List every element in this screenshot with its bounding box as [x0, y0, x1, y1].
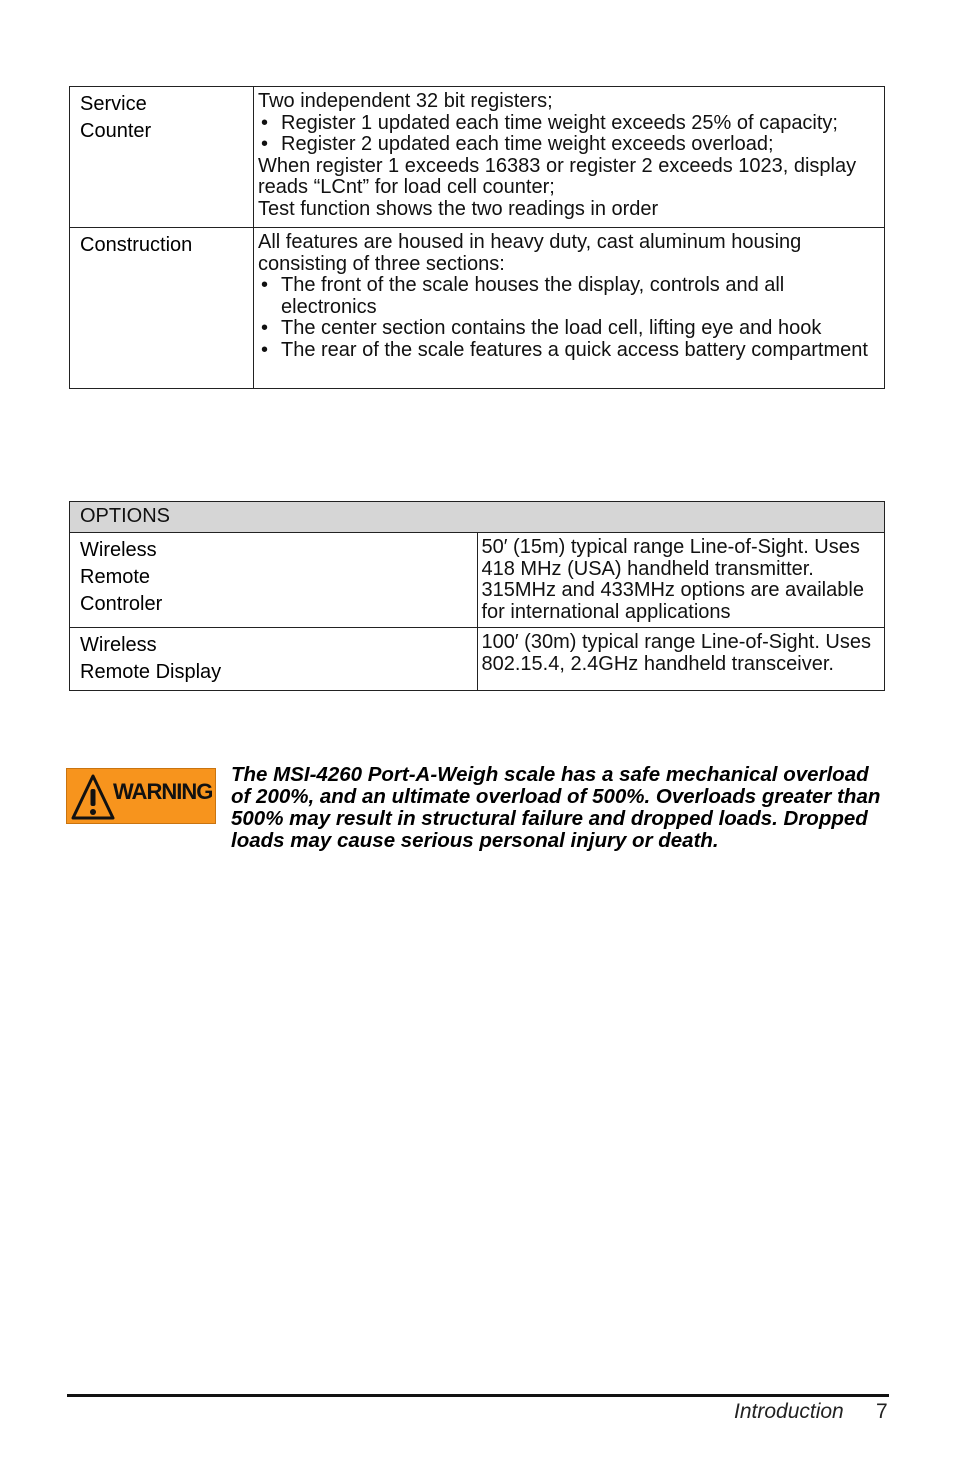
bullet-item: • The front of the scale houses the display, controls and all electronics [258, 275, 876, 318]
row-label [70, 228, 254, 389]
table-row [70, 87, 885, 228]
row-label-line: Construction [80, 234, 193, 256]
specifications-table [69, 86, 885, 389]
row-label [70, 87, 254, 228]
row-content [254, 228, 885, 389]
row-label-line: Counter [80, 120, 152, 142]
row-content: 50′ (15m) typical range Line-of-Sight. Uses 418 MHz (USA) handheld transmitter. 315MHz and 433MHz options are available for international applications [477, 533, 885, 628]
options-header: OPTIONS [70, 502, 885, 533]
warning-text: The MSI-4260 Port-A-Weigh scale has a safe mechanical overload of 200%, and an ultimate overload of 500%. Overloads greater than 500% may result in structural failure and dropped loads. Dropped loads may cause serious personal injury or death. [231, 763, 881, 852]
row-label-line: Controler [80, 593, 163, 615]
bullet-item: • The center section contains the load cell, lifting eye and hook [258, 318, 876, 340]
table-row [70, 533, 885, 628]
bullet-item: • Register 1 updated each time weight exceeds 25% of capacity; [258, 113, 876, 135]
row-label [70, 533, 478, 628]
row-label [70, 628, 478, 691]
warning-triangle-icon [71, 773, 115, 821]
content-line: Test function shows the two readings in order [258, 197, 659, 220]
row-content [254, 87, 885, 228]
options-table [69, 501, 885, 691]
content-line: Two independent 32 bit registers; [258, 90, 553, 112]
table-row [70, 628, 885, 691]
content-line: When register 1 exceeds 16383 or register 2 exceeds 1023, display reads “LCnt” for load cell counter; [258, 154, 857, 198]
footer-rule [67, 1394, 889, 1397]
row-label-line: Remote Display [80, 661, 222, 683]
warning-label: WARNING [113, 779, 213, 804]
bullet-item: • The rear of the scale features a quick access battery compartment [258, 340, 876, 362]
table-header-row [70, 502, 885, 533]
row-label-line: Service [80, 93, 147, 115]
row-label-line: Wireless [80, 539, 157, 561]
table-row [70, 228, 885, 389]
row-label-line: Wireless [80, 634, 157, 656]
warning-badge [66, 768, 216, 824]
row-label-line: Remote [80, 566, 151, 588]
row-content: 100′ (30m) typical range Line-of-Sight. Uses 802.15.4, 2.4GHz handheld transceiver. [477, 628, 885, 691]
page-number: 7 [876, 1400, 888, 1423]
content-line: All features are housed in heavy duty, cast aluminum housing consisting of three sections: [258, 231, 802, 275]
bullet-item: • Register 2 updated each time weight exceeds overload; [258, 134, 876, 156]
footer-section-title: Introduction [734, 1400, 844, 1423]
